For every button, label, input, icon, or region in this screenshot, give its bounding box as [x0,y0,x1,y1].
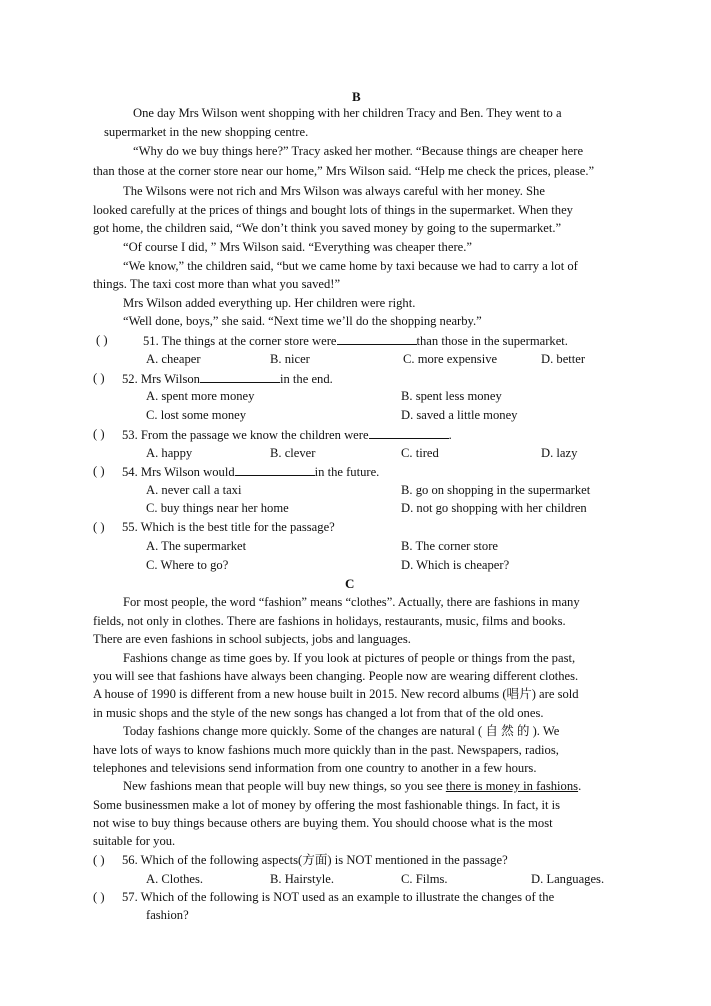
passage-c-line: telephones and televisions send information from one country to another in a few hours. [93,761,537,775]
option-a[interactable]: A. never call a taxi [146,483,242,497]
passage-b-line: The Wilsons were not rich and Mrs Wilson was always careful with her money. She [123,184,545,198]
option-b[interactable]: B. nicer [270,352,310,366]
option-d[interactable]: D. Which is cheaper? [401,558,510,572]
option-c[interactable]: C. more expensive [403,352,498,366]
answer-bracket[interactable]: ( ) [93,853,105,867]
passage-text: New fashions mean that people will buy new things, so you see [123,779,446,793]
passage-c-line: For most people, the word “fashion” means “clothes”. Actually, there are fashions in many [123,595,580,609]
answer-bracket[interactable]: ( ) [93,371,105,385]
option-d[interactable]: D. lazy [541,446,578,460]
option-a[interactable]: A. Clothes. [146,872,204,886]
option-b[interactable]: B. go on shopping in the supermarket [401,483,591,497]
question-text: 51. The things at the corner store were [143,334,337,348]
option-b[interactable]: B. Hairstyle. [270,872,335,886]
passage-b-line: “Of course I did, ” Mrs Wilson said. “Everything was cheaper there.” [123,240,472,254]
option-c[interactable]: C. Where to go? [146,558,229,572]
question-51 [143,333,568,349]
passage-b-line: got home, the children said, “We don’t think you saved money by going to the supermarket.” [93,221,562,235]
passage-c-line: There are even fashions in school subjects, jobs and languages. [93,632,411,646]
option-c[interactable]: C. lost some money [146,408,247,422]
passage-c-line: not wise to buy things because others are buying them. You should choose what is the most [93,816,553,830]
question-text: 54. Mrs Wilson would [122,465,235,479]
option-d[interactable]: D. better [541,352,586,366]
option-a[interactable]: A. The supermarket [146,539,247,553]
passage-b-line: looked carefully at the prices of things and bought lots of things in the supermarket. When they [93,203,573,217]
passage-c-line: Some businessmen make a lot of money by offering the most fashionable things. In fact, it is [93,798,561,812]
question-text: 53. From the passage we know the children were [122,428,369,442]
option-a[interactable]: A. cheaper [146,352,201,366]
option-d[interactable]: D. Languages. [531,872,605,886]
question-53 [122,427,452,443]
answer-blank[interactable] [337,333,417,345]
answer-blank[interactable] [369,427,449,439]
passage-c-line: A house of 1990 is different from a new house built in 2015. New record albums (唱片) are sold [93,687,579,701]
option-b[interactable]: B. clever [270,446,316,460]
passage-c-line: you will see that fashions have always been changing. People now are wearing different clothes. [93,669,579,683]
passage-text: . [578,779,582,793]
answer-bracket[interactable]: ( ) [93,890,105,904]
question-54 [122,464,379,480]
passage-c-line: in music shops and the style of the new songs has changed a lot from that of the old ones. [93,706,544,720]
option-a[interactable]: A. happy [146,446,193,460]
answer-bracket[interactable]: ( ) [93,520,105,534]
question-text-after: in the future. [314,465,380,479]
question-57: 57. Which of the following is NOT used as an example to illustrate the changes of the [122,890,555,904]
question-text: 52. Mrs Wilson [122,372,200,386]
option-d[interactable]: D. not go shopping with her children [401,501,587,515]
passage-b-line: “Well done, boys,” she said. “Next time we’ll do the shopping nearby.” [123,314,482,328]
passage-b-line: “We know,” the children said, “but we came home by taxi because we had to carry a lot of [123,259,578,273]
section-heading-c: C [345,576,355,591]
question-56: 56. Which of the following aspects(方面) is NOT mentioned in the passage? [122,853,508,867]
question-55: 55. Which is the best title for the passage? [122,520,335,534]
section-heading-b: B [352,89,361,104]
answer-blank[interactable] [200,371,280,383]
passage-b-line: One day Mrs Wilson went shopping with her children Tracy and Ben. They went to a [133,106,562,120]
passage-b-line: Mrs Wilson added everything up. Her children were right. [123,296,416,310]
passage-c-line: fields, not only in clothes. There are fashions in holidays, restaurants, music, films and books. [93,614,566,628]
answer-bracket[interactable]: ( ) [93,427,105,441]
passage-c-line: suitable for you. [93,834,176,848]
passage-c-line: Today fashions change more quickly. Some of the changes are natural ( 自 然 的 ). We [123,724,560,738]
underlined-phrase: there is money in fashions [445,779,579,793]
option-a[interactable]: A. spent more money [146,389,255,403]
answer-blank[interactable] [235,464,315,476]
answer-bracket[interactable]: ( ) [93,464,105,478]
question-57-continued: fashion? [146,908,189,922]
option-b[interactable]: B. The corner store [401,539,498,553]
passage-c-line [123,779,581,794]
passage-c-line: have lots of ways to know fashions much more quickly than in the past. Newspapers, radios, [93,743,559,757]
passage-b-line: “Why do we buy things here?” Tracy asked her mother. “Because things are cheaper here [133,144,584,158]
question-52 [122,371,333,387]
answer-bracket[interactable]: ( ) [96,333,108,347]
option-c[interactable]: C. buy things near her home [146,501,289,515]
option-c[interactable]: C. Films. [401,872,448,886]
passage-b-line: supermarket in the new shopping centre. [104,125,309,139]
option-d[interactable]: D. saved a little money [401,408,518,422]
passage-b-line: things. The taxi cost more than what you saved!” [93,277,341,291]
option-c[interactable]: C. tired [401,446,439,460]
passage-b-line: than those at the corner store near our home,” Mrs Wilson said. “Help me check the prices, please.” [93,164,595,178]
option-b[interactable]: B. spent less money [401,389,502,403]
question-text-after: in the end. [279,372,333,386]
question-text-after: . [448,428,452,442]
question-text-after: than those in the supermarket. [416,334,568,348]
passage-c-line: Fashions change as time goes by. If you look at pictures of people or things from the past, [123,651,576,665]
